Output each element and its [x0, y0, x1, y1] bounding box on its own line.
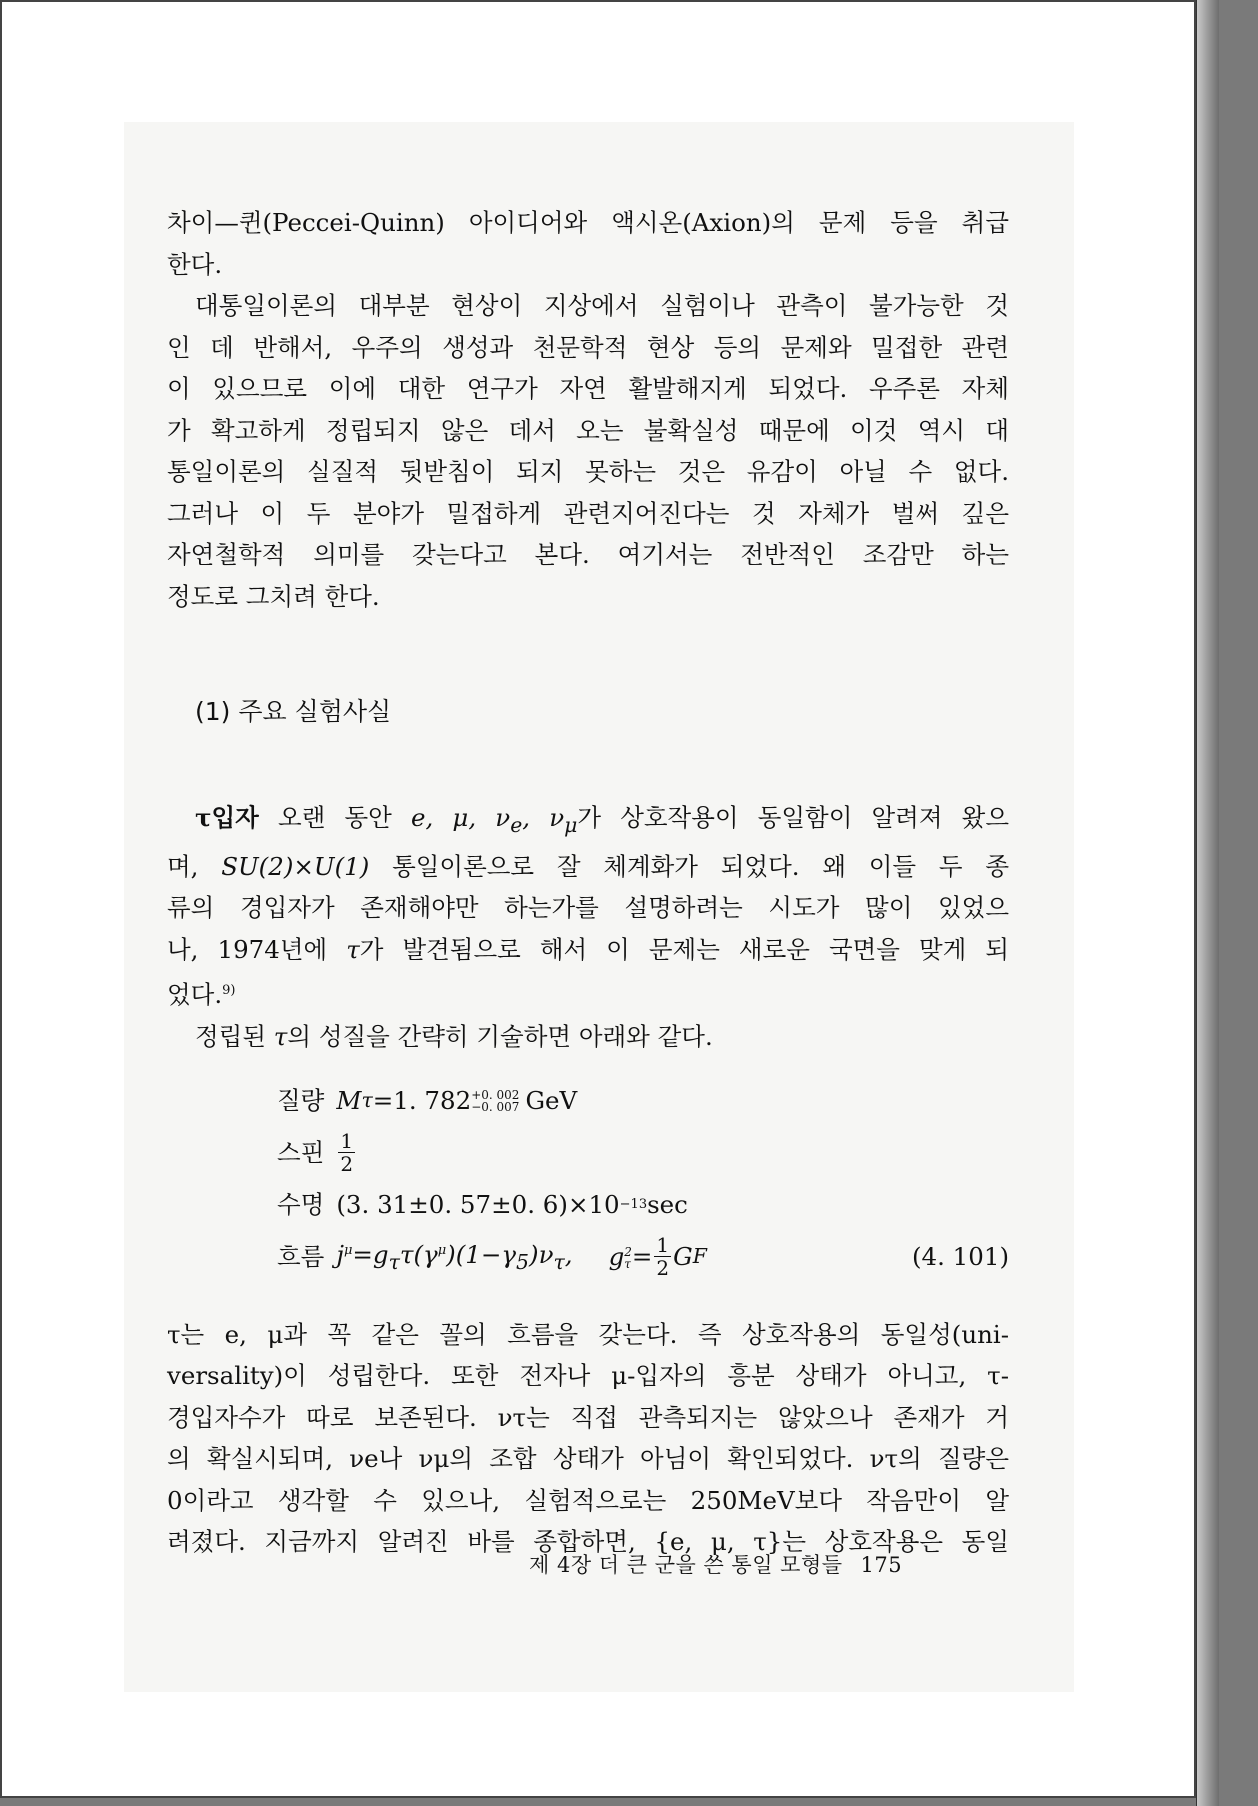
math-sub: e [510, 812, 523, 837]
text-span: 나, 1974년에 [167, 934, 347, 964]
fraction-den: 2 [656, 1256, 670, 1281]
math-symbol: = [631, 1241, 653, 1271]
text-line [167, 970, 1009, 1016]
math-inline: SU(2)×U(1) [221, 851, 370, 881]
text-span: 며, [167, 851, 222, 881]
fraction-num: 1 [656, 1233, 670, 1258]
equation-current [277, 1228, 1009, 1286]
math-symbol: )(1−γ [446, 1239, 517, 1269]
math-expr [336, 1230, 572, 1284]
math-sub: μ [564, 812, 578, 837]
text-line [167, 1016, 1009, 1058]
math-sub: τ [624, 1257, 631, 1272]
text-line: 경입자수가 따로 보존된다. ντ는 직접 관측되지는 않았으나 존재가 거 [167, 1402, 1009, 1432]
uncertainty-up: +0. 002 [471, 1087, 520, 1102]
page-content [167, 202, 1009, 1563]
math-sub: τ [553, 1249, 565, 1274]
math-sub: F [692, 1243, 707, 1268]
math-symbol: G [673, 1241, 693, 1271]
section-heading: (1) 주요 실험사실 [195, 697, 392, 726]
equation-block [277, 1078, 1009, 1286]
text-line: 인 데 반해서, 우주의 생성과 천문학적 현상 등의 문제와 밀접한 관련 [167, 332, 1009, 362]
uncertainty-down: −0. 007 [471, 1099, 520, 1114]
uncertainty [471, 1089, 519, 1113]
unit: sec [647, 1189, 688, 1219]
bold-term: τ입자 [195, 802, 259, 832]
math-symbol: M [336, 1085, 362, 1115]
text-line: 차이—퀸(Peccei-Quinn) 아이디어와 액시온(Axion)의 문제 등을 취급 [167, 208, 1009, 237]
math-supsub [624, 1246, 632, 1270]
math-sup: 2 [624, 1245, 632, 1260]
footnote-ref: 9) [222, 983, 236, 999]
equation-label: 수명 [277, 1189, 325, 1219]
equation-mass [277, 1078, 1009, 1124]
text-line: 의 확실시되며, νe나 νμ의 조합 상태가 아님이 확인되었다. ντ의 질량은 [167, 1444, 1009, 1474]
math-value: (3. 31±0. 57±0. 6)×10 [336, 1189, 620, 1219]
math-sup: μ [437, 1242, 447, 1258]
fraction [338, 1130, 355, 1175]
math-symbol: )ν [529, 1239, 554, 1269]
text-line: 가 확고하게 정립되지 않은 데서 오는 불확실성 때문에 이것 역시 대 [167, 415, 1009, 445]
running-footer [529, 1549, 902, 1579]
text-line: 려졌다. 지금까지 알려진 바를 종합하면, {e, μ, τ}는 상호작용은 동일 [167, 1527, 1009, 1557]
coupling-expr [609, 1236, 653, 1278]
equation-number: (4. 101) [911, 1241, 1009, 1271]
math-inline: τ [273, 1022, 288, 1052]
text-line [167, 846, 1009, 888]
page-number: 175 [860, 1553, 903, 1577]
text-line [167, 797, 1009, 846]
chapter-title: 제 4장 더 큰 군을 쓴 통일 모형들 [529, 1553, 843, 1577]
text-span: 의 성질을 간략히 기술하면 아래와 같다. [287, 1022, 713, 1052]
text-line: 정도로 그치려 한다. [167, 581, 380, 611]
fraction-num: 1 [340, 1129, 354, 1154]
text-span: 통일이론으로 잘 체계화가 되었다. 왜 이들 두 종 [369, 851, 1010, 881]
math-inline: e, μ, ν [410, 802, 511, 832]
math-symbol: τ(γ [399, 1239, 438, 1269]
text-span: 가 상호작용이 동일함이 알려져 왔으 [577, 802, 1010, 832]
fraction-den: 2 [340, 1152, 354, 1177]
math-sub: τ [361, 1087, 373, 1112]
equation-spin [277, 1124, 1009, 1182]
math-symbol: j [336, 1239, 344, 1269]
text-line [167, 929, 1009, 971]
math-inline: , ν [522, 802, 565, 832]
math-symbol: =g [352, 1239, 389, 1269]
math-sub: 5 [516, 1249, 530, 1274]
math-sup: μ [343, 1242, 353, 1258]
text-line: 이 있으므로 이에 대한 연구가 자연 활발해지게 되었다. 우주론 자체 [167, 374, 1009, 403]
page-edge-shadow [1196, 0, 1219, 1806]
text-line: 통일이론의 실질적 뒷받침이 되지 못하는 것은 유감이 아닐 수 없다. [167, 457, 1009, 486]
text-line: 자연철학적 의미를 갖는다고 본다. 여기서는 전반적인 조감만 하는 [167, 540, 1009, 569]
equation-label: 스핀 [277, 1137, 325, 1167]
text-span: 었다. [167, 980, 223, 1010]
exponent: −13 [619, 1196, 648, 1212]
equation-label: 질량 [277, 1085, 325, 1115]
text-line: 한다. [167, 249, 223, 279]
text-line: versality)이 성립한다. 또한 전자나 μ-입자의 흥분 상태가 아니고, τ- [167, 1361, 1009, 1391]
math-value: =1. 782 [372, 1085, 472, 1115]
fraction [654, 1234, 671, 1279]
text-span: 가 발견됨으로 해서 이 문제는 새로운 국면을 맞게 되 [359, 934, 1009, 964]
unit: GeV [525, 1085, 578, 1115]
text-span: 정립된 [195, 1022, 274, 1052]
text-line: 류의 경입자가 존재해야만 하는가를 설명하려는 시도가 많이 있었으 [167, 893, 1009, 923]
text-line: 대통일이론의 대부분 현상이 지상에서 실험이나 관측이 불가능한 것 [195, 291, 1009, 320]
math-symbol: , [564, 1239, 573, 1269]
math-symbol: g [608, 1241, 625, 1271]
math-sub: τ [388, 1249, 400, 1274]
text-line: τ는 e, μ과 꼭 같은 꼴의 흐름을 갖는다. 즉 상호작용의 동일성(uni- [167, 1319, 1009, 1349]
equation-label: 흐름 [277, 1241, 325, 1271]
text-span: 오랜 동안 [258, 802, 411, 832]
text-line: 0이라고 생각할 수 있으나, 실험적으로는 250MeV보다 작음만이 알 [167, 1485, 1009, 1515]
text-line: 그러나 이 두 분야가 밀접하게 관련지어진다는 것 자체가 벌써 깊은 [167, 498, 1009, 528]
math-inline: τ [346, 934, 360, 964]
equation-lifetime [277, 1182, 1009, 1228]
